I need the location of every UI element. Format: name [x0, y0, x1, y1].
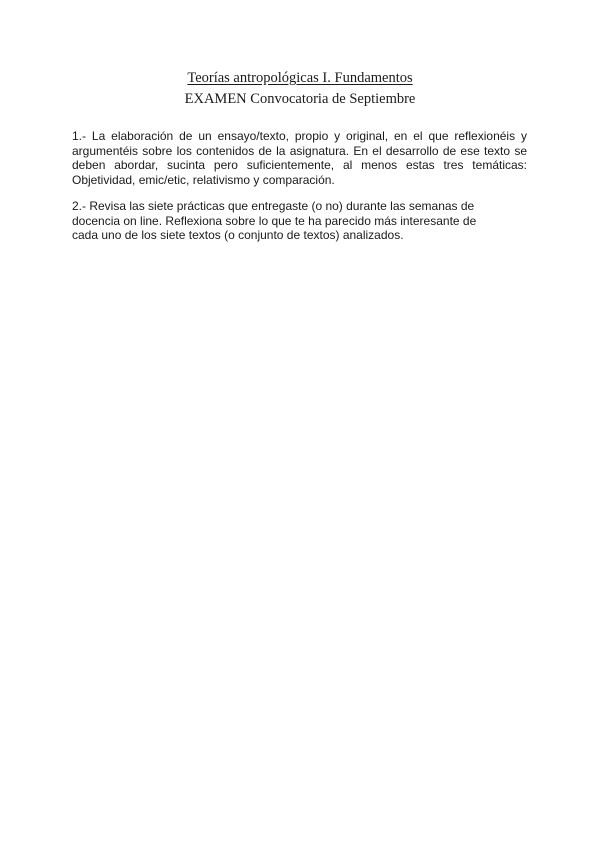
- document-subtitle: EXAMEN Convocatoria de Septiembre: [184, 91, 416, 107]
- question-1: 1.- La elaboración de un ensayo/texto, propio y original, en el que reflexionéis y argumentéis sobre los contenidos de la asignatura. En el desarrollo de ese texto se deben abordar, sucinta pero suficientemente, al menos estas tres temáticas: Objetividad, emic/etic, relativismo y comparación.: [72, 129, 527, 187]
- question-2-line: docencia on line. Reflexiona sobre lo que te ha parecido más interesante de: [72, 213, 477, 228]
- question-2-line: cada uno de los siete textos (o conjunto de textos) analizados.: [72, 228, 404, 242]
- question-2-line: 2.- Revisa las siete prácticas que entregaste (o no) durante las semanas de: [72, 199, 475, 213]
- document-title: Teorías antropológicas I. Fundamentos: [187, 70, 413, 86]
- question-2: [72, 199, 492, 243]
